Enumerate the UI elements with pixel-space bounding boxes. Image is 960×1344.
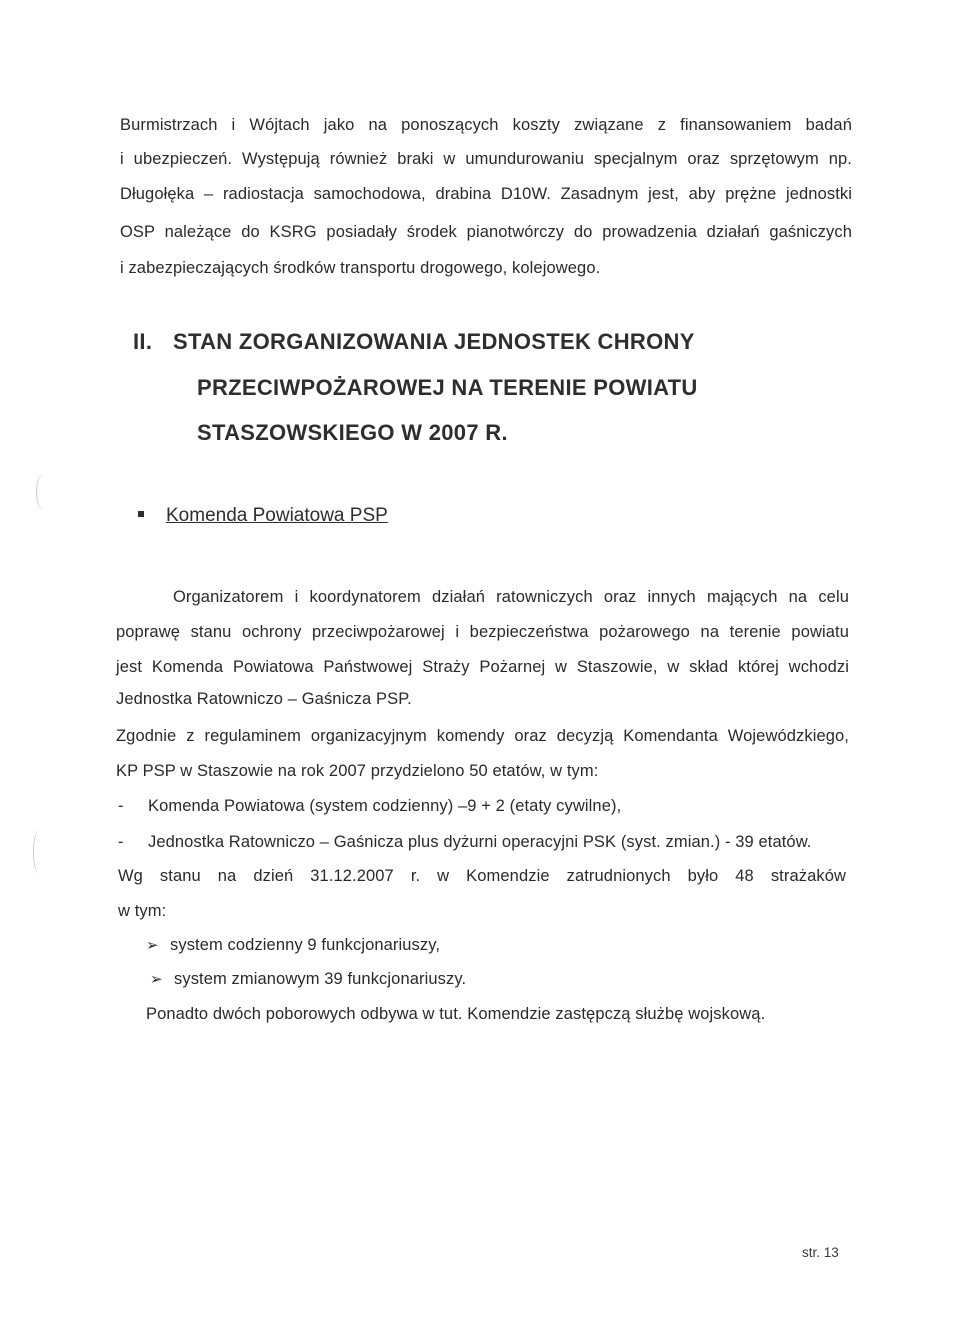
body-line: jest Komenda Powiatowa Państwowej Straży Pożarnej w Staszowie, w skład której wchodzi (116, 658, 849, 676)
dash-item-text: Komenda Powiatowa (system codzienny) –9 + 2 (etaty cywilne), (148, 797, 622, 815)
intro-line: i ubezpieczeń. Występują również braki w umundurowaniu specjalnym oraz sprzętowym np. (120, 150, 852, 168)
arrow-item-text: system zmianowym 39 funkcjonariuszy. (174, 970, 467, 988)
arrow-bullet-icon: ➢ (150, 971, 163, 988)
status-line-cont: w tym: (118, 902, 167, 920)
dash-marker: - (118, 797, 124, 815)
section-heading-cont (197, 375, 698, 401)
section-number: II. (133, 329, 153, 354)
section-heading (133, 329, 695, 355)
arrow-list-item (150, 970, 466, 989)
intro-line: OSP należące do KSRG posiadały środek pianotwórczy do prowadzenia działań gaśniczych (120, 223, 852, 241)
dash-list-item (118, 833, 812, 852)
body-line: Jednostka Ratowniczo – Gaśnicza PSP. (116, 690, 412, 708)
status-line: Wg stanu na dzień 31.12.2007 r. w Komendzie zatrudnionych było 48 strażaków (118, 867, 846, 885)
body-line: KP PSP w Staszowie na rok 2007 przydzielono 50 etatów, w tym: (116, 762, 599, 780)
scan-artifact-top (36, 474, 51, 510)
dash-list-item (118, 797, 621, 816)
arrow-list-item (146, 936, 440, 955)
section-title-line: STAN ZORGANIZOWANIA JEDNOSTEK CHRONY (173, 329, 695, 354)
body-line: Organizatorem i koordynatorem działań ratowniczych oraz innych mających na celu (173, 588, 849, 606)
subsection-title: Komenda Powiatowa PSP (166, 505, 388, 526)
square-bullet-icon (138, 511, 144, 517)
intro-line: Burmistrzach i Wójtach jako na ponoszących koszty związane z finansowaniem badań (120, 116, 852, 134)
section-heading-cont (197, 420, 508, 446)
intro-line: Długołęka – radiostacja samochodowa, drabina D10W. Zasadnym jest, aby prężne jednostki (120, 185, 852, 203)
page-number: str. 13 (802, 1245, 839, 1260)
arrow-item-text: system codzienny 9 funkcjonariuszy, (170, 936, 441, 954)
arrow-bullet-icon: ➢ (146, 937, 159, 954)
section-title-line: PRZECIWPOŻAROWEJ NA TERENIE POWIATU (197, 375, 698, 400)
intro-line: i zabezpieczających środków transportu drogowego, kolejowego. (120, 259, 601, 277)
closing-line: Ponadto dwóch poborowych odbywa w tut. Komendzie zastępczą służbę wojskową. (146, 1005, 766, 1023)
dash-item-text: Jednostka Ratowniczo – Gaśnicza plus dyżurni operacyjni PSK (syst. zmian.) - 39 etatów. (148, 833, 812, 851)
scan-artifact-bottom (33, 830, 46, 874)
section-title-line: STASZOWSKIEGO W 2007 R. (197, 420, 508, 445)
body-line: poprawę stanu ochrony przeciwpożarowej i bezpieczeństwa pożarowego na terenie powiatu (116, 623, 849, 641)
dash-marker: - (118, 833, 124, 851)
subsection-heading (138, 505, 388, 527)
body-line: Zgodnie z regulaminem organizacyjnym komendy oraz decyzją Komendanta Wojewódzkiego, (116, 727, 849, 745)
